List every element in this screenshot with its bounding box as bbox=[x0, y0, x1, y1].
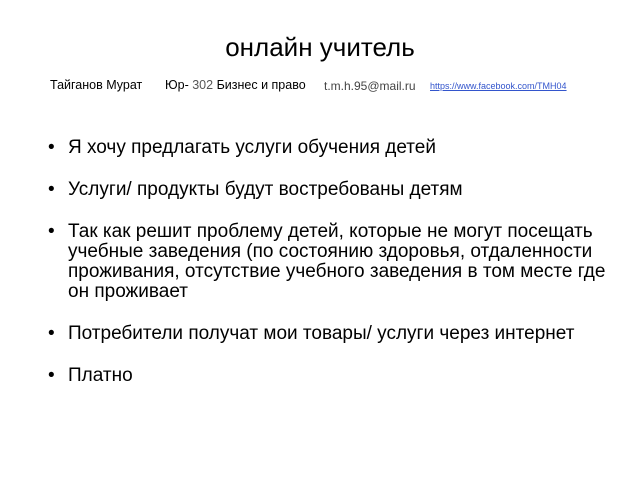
bullet-item: • Платно bbox=[48, 366, 608, 386]
facebook-link[interactable]: https://www.facebook.com/TMH04 bbox=[430, 81, 567, 91]
author-name: Тайганов Мурат bbox=[50, 78, 143, 92]
bullet-item: • Так как решит проблему детей, которые не могут посещать учебные заведения (по состоянию здоровья, отдаленности проживания, отсутствие учебного заведения в том месте где он проживает bbox=[48, 222, 608, 302]
email-address: t.m.h.95@mail.ru bbox=[324, 79, 416, 93]
group-suffix: Бизнес и право bbox=[216, 78, 306, 92]
bullet-item: • Потребители получат мои товары/ услуги через интернет bbox=[48, 324, 608, 344]
bullet-item: • Я хочу предлагать услуги обучения детей bbox=[48, 138, 608, 158]
bullet-list bbox=[48, 138, 608, 408]
group-info bbox=[165, 78, 306, 93]
bullet-item: • Услуги/ продукты будут востребованы детям bbox=[48, 180, 608, 200]
group-number: 302 bbox=[192, 78, 214, 92]
slide-title: онлайн учитель bbox=[225, 32, 415, 62]
group-prefix: Юр- bbox=[165, 78, 189, 92]
